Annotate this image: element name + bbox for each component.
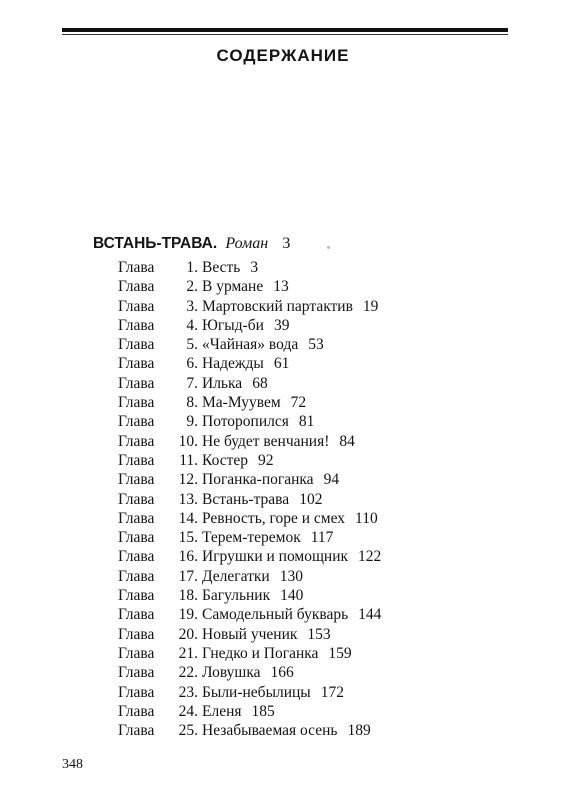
chapter-page-number: 117 — [310, 529, 334, 547]
chapter-label: Глава — [118, 471, 155, 489]
chapter-label: Глава — [118, 297, 155, 315]
chapter-title: Незабываемая осень — [202, 722, 338, 740]
chapter-label: Глава — [118, 374, 155, 392]
chapter-title: Новый ученик — [202, 625, 298, 643]
chapter-page-number: 72 — [290, 394, 307, 412]
chapter-page-number: 92 — [258, 451, 274, 469]
chapter-entry — [118, 702, 381, 721]
chapter-label: Глава — [118, 413, 155, 431]
chapter-label: Глава — [118, 490, 155, 508]
chapter-title: Ма-Муувем — [202, 394, 281, 412]
chapter-label: Глава — [118, 278, 155, 296]
chapter-number: 22. — [178, 664, 198, 682]
chapter-label: Глава — [118, 606, 155, 624]
chapter-page-number: 94 — [323, 471, 340, 489]
chapter-title: Игрушки и помощник — [202, 548, 349, 566]
chapter-number: 16. — [178, 548, 198, 566]
chapter-number: 4. — [186, 316, 198, 334]
chapter-title: Надежды — [202, 355, 264, 373]
chapter-title: Самодельный букварь — [202, 606, 349, 624]
chapter-title: «Чайная» вода — [202, 336, 299, 354]
chapter-page-number: 13 — [273, 278, 289, 296]
chapter-page-number: 81 — [298, 413, 315, 431]
chapter-page-number: 153 — [307, 625, 331, 643]
chapter-entry — [118, 451, 381, 470]
chapter-page-number: 110 — [355, 509, 378, 527]
chapter-title: Костер — [202, 451, 248, 469]
chapter-entry — [118, 683, 381, 702]
chapter-page-number: 130 — [279, 567, 303, 585]
chapter-label: Глава — [118, 702, 155, 720]
chapter-entry — [118, 605, 381, 624]
chapter-label: Глава — [118, 529, 155, 547]
work-page-number: 3 — [282, 235, 291, 252]
chapter-page-number: 140 — [280, 587, 304, 605]
chapter-title: Ревность, горе и смех — [202, 509, 346, 527]
chapter-entry — [118, 547, 381, 566]
chapter-title: Поганка-поганка — [202, 471, 314, 489]
chapter-number: 21. — [178, 644, 198, 662]
chapter-label: Глава — [118, 683, 155, 701]
chapter-title: Багульник — [202, 587, 271, 605]
chapter-page-number: 102 — [299, 490, 323, 508]
chapter-number: 7. — [186, 374, 198, 392]
chapter-page-number: 189 — [347, 722, 371, 740]
chapter-entry — [118, 567, 381, 586]
top-rule-thick — [62, 28, 508, 32]
chapter-title: Весть — [202, 259, 241, 276]
chapter-number: 12. — [178, 471, 198, 489]
chapter-page-number: 19 — [362, 297, 379, 315]
chapter-label: Глава — [118, 625, 155, 643]
chapter-page-number: 39 — [273, 316, 290, 334]
chapter-number: 23. — [178, 683, 198, 701]
top-rule-thin — [62, 34, 508, 35]
chapter-title: Илька — [202, 374, 243, 392]
chapter-title: Встань-трава — [202, 490, 290, 508]
chapter-entry — [118, 470, 381, 489]
chapter-entry — [118, 432, 381, 451]
chapter-entry — [118, 277, 381, 296]
chapter-label: Глава — [118, 316, 155, 334]
chapter-entry — [118, 374, 381, 393]
chapter-page-number: 68 — [252, 374, 268, 392]
chapter-title: Еленя — [202, 702, 242, 720]
chapter-title: Югыд-би — [202, 316, 264, 334]
chapter-label: Глава — [118, 432, 155, 450]
work-title: ВСТАНЬ-ТРАВА. — [93, 235, 218, 252]
chapter-number: 20. — [178, 625, 198, 643]
chapter-number: 2. — [186, 278, 198, 296]
chapter-number: 14. — [178, 509, 198, 527]
chapter-page-number: 185 — [251, 702, 275, 720]
chapter-number: 15. — [178, 529, 198, 547]
chapter-entry — [118, 663, 381, 682]
chapter-entry — [118, 316, 381, 335]
chapter-entry — [118, 721, 381, 740]
chapter-page-number: 159 — [328, 644, 352, 662]
chapter-page-number: 166 — [270, 664, 294, 682]
chapter-title: Поторопился — [202, 413, 289, 431]
chapter-number: 13. — [178, 490, 198, 508]
work-genre: Роман — [225, 235, 269, 252]
chapter-label: Глава — [118, 355, 155, 373]
chapter-entry — [118, 297, 381, 316]
chapter-label: Глава — [118, 587, 155, 605]
chapter-label: Глава — [118, 336, 155, 354]
chapter-number: 25. — [178, 722, 198, 740]
chapter-page-number: 122 — [358, 548, 382, 566]
chapter-list — [118, 258, 381, 740]
chapter-entry — [118, 412, 381, 431]
contents-heading: СОДЕРЖАНИЕ — [216, 46, 350, 65]
chapter-label: Глава — [118, 644, 155, 662]
chapter-title: Делегатки — [202, 567, 270, 585]
print-speck — [327, 246, 330, 249]
chapter-page-number: 61 — [273, 355, 290, 373]
chapter-label: Глава — [118, 451, 155, 469]
chapter-label: Глава — [118, 509, 155, 527]
chapter-label: Глава — [118, 259, 155, 276]
chapter-title: Мартовский партактив — [202, 297, 353, 315]
chapter-number: 17. — [178, 567, 198, 585]
chapter-number: 19. — [178, 606, 198, 624]
chapter-number: 9. — [186, 413, 198, 431]
chapter-title: Терем-теремок — [202, 529, 301, 547]
chapter-page-number: 53 — [308, 336, 324, 354]
chapter-number: 10. — [178, 432, 198, 450]
chapter-number: 24. — [178, 702, 198, 720]
chapter-title: Были-небылицы — [202, 683, 311, 701]
chapter-title: Гнедко и Поганка — [202, 644, 319, 662]
chapter-entry — [118, 490, 381, 509]
chapter-entry — [118, 586, 381, 605]
chapter-entry — [118, 335, 381, 354]
chapter-number: 6. — [186, 355, 198, 373]
chapter-entry — [118, 393, 381, 412]
chapter-number: 3. — [186, 297, 198, 315]
chapter-page-number: 172 — [320, 683, 344, 701]
chapter-number: 5. — [186, 336, 198, 354]
chapter-entry — [118, 528, 381, 547]
chapter-label: Глава — [118, 548, 155, 566]
work-entry — [93, 233, 290, 253]
page-folio: 348 — [62, 757, 83, 772]
chapter-page-number: 3 — [250, 259, 259, 276]
chapter-number: 8. — [186, 394, 198, 412]
chapter-label: Глава — [118, 722, 155, 740]
chapter-entry — [118, 258, 381, 277]
chapter-entry — [118, 509, 381, 528]
chapter-entry — [118, 644, 381, 663]
chapter-page-number: 144 — [358, 606, 382, 624]
chapter-label: Глава — [118, 567, 155, 585]
chapter-label: Глава — [118, 394, 155, 412]
chapter-title: Ловушка — [202, 664, 261, 682]
chapter-entry — [118, 354, 381, 373]
chapter-entry — [118, 625, 381, 644]
chapter-number: 11. — [179, 451, 198, 469]
chapter-page-number: 84 — [339, 432, 355, 450]
chapter-number: 1. — [186, 259, 198, 276]
chapter-number: 18. — [178, 587, 198, 605]
chapter-title: В урмане — [202, 278, 264, 296]
chapter-label: Глава — [118, 664, 155, 682]
chapter-title: Не будет венчания! — [202, 432, 330, 450]
